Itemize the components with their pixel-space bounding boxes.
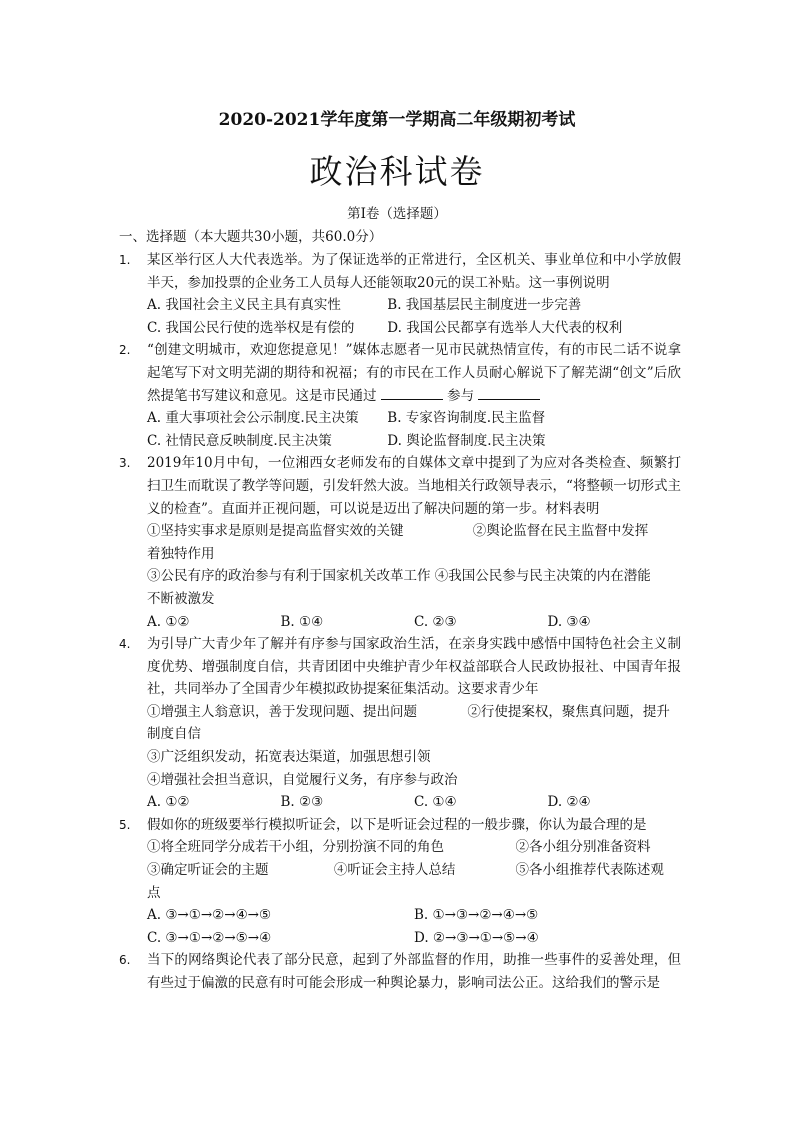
statement-1: ①将全班同学分成若干小组，分别扮演不同的角色 <box>147 839 444 856</box>
question-number: 6. <box>119 953 131 968</box>
statement-5: ⑤各小组推荐代表陈述观 <box>515 862 664 879</box>
subject-title: 政治科试卷 <box>309 152 485 191</box>
option-a: A. 我国社会主义民主具有真实性 <box>147 297 341 314</box>
statement-2: ②舆论监督在民主监督中发挥 <box>472 523 649 540</box>
option-b: B. 我国基层民主制度进一步完善 <box>387 297 582 314</box>
statement-1: ①增强主人翁意识，善于发现问题、提出问题 <box>147 703 417 720</box>
exam-title: 2020-2021学年度第一学期高二年级期初考试 <box>218 110 576 130</box>
statement-row <box>147 520 681 543</box>
statement-2: ②各小组分别准备资料 <box>515 839 651 856</box>
question-list <box>119 249 681 995</box>
option-row <box>147 407 681 430</box>
statement-4: ④听证会主持人总结 <box>333 862 456 879</box>
question-2 <box>119 339 681 452</box>
question-6 <box>119 949 681 994</box>
question-stem: 某区举行区人大代表选举。为了保证选举的正常进行，全区机关、事业单位和中小学放假半天，参加投票的企业务工人员每人还能领取20元的误工补贴。这一事例说明 <box>147 252 681 291</box>
option-b: B. 专家咨询制度.民主监督 <box>387 410 546 427</box>
statement-row <box>147 859 681 882</box>
option-c: C. ①④ <box>414 794 457 811</box>
option-d: D. ③④ <box>547 613 591 630</box>
question-number: 4. <box>119 637 131 652</box>
option-d: D. ②→③→①→⑤→④ <box>414 929 539 946</box>
statement-row <box>147 701 681 724</box>
option-c: C. 社情民意反映制度.民主决策 <box>147 432 332 449</box>
option-b: B. ②③ <box>280 794 324 811</box>
option-d: D. 舆论监督制度.民主决策 <box>387 432 546 449</box>
option-row <box>147 430 681 453</box>
option-a: A. ①② <box>147 613 190 630</box>
option-row <box>147 317 681 340</box>
answer-blank <box>381 385 443 400</box>
question-4 <box>119 633 681 814</box>
option-row <box>147 927 681 950</box>
question-stem: 2019年10月中旬，一位湘西女老师发布的自媒体文章中提到了为应对各类检查、频繁打扫卫生而耽误了教学等问题，引发轩然大波。当地相关行政领导表示，“将整顿一切形式主义的检查”。直面并正视问题，可以说是迈出了解决问题的第一步。材料表明 <box>147 455 681 517</box>
statement-continued: 着独特作用 <box>147 545 215 562</box>
question-number: 3. <box>119 456 131 471</box>
option-a: A. ③→①→②→④→⑤ <box>147 907 272 924</box>
question-number: 1. <box>119 253 131 267</box>
option-c: C. ③→①→②→⑤→④ <box>147 929 272 946</box>
statement-3: ③广泛组织发动，拓宽表达渠道，加强思想引领 <box>147 749 431 766</box>
question-3 <box>119 452 681 633</box>
question-number: 2. <box>119 343 131 358</box>
statement-continued: 不断被激发 <box>147 590 215 607</box>
option-c: C. ②③ <box>414 613 457 630</box>
option-row <box>147 294 681 317</box>
statement-2: ②行使提案权，聚焦真问题，提升 <box>467 703 670 720</box>
option-row <box>147 791 681 814</box>
statement-3-4: ③公民有序的政治参与有利于国家机关改革工作 ④我国公民参与民主决策的内在潜能 <box>147 568 651 585</box>
question-stem: 为引导广大青少年了解并有序参与国家政治生活，在亲身实践中感悟中国特色社会主义制度优势、增强制度自信，共青团团中央维护青少年权益部联合人民政协报社、中国青年报社，共同举办了全国青少年模拟政协提案征集活动。这要求青少年 <box>147 636 681 698</box>
option-a: A. ①② <box>147 794 190 811</box>
question-stem: 当下的网络舆论代表了部分民意，起到了外部监督的作用，助推一些事件的妥善处理，但有些过于偏激的民意有时可能会形成一种舆论暴力，影响司法公正。这给我们的警示是 <box>147 952 681 991</box>
option-d: D. ②④ <box>547 794 591 811</box>
question-number: 5. <box>119 817 131 832</box>
statement-4: ④增强社会担当意识，自觉履行义务，有序参与政治 <box>147 771 458 788</box>
statement-row <box>147 836 681 859</box>
statement-continued: 点 <box>147 884 161 901</box>
answer-blank <box>478 385 540 400</box>
statement-3: ③确定听证会的主题 <box>147 862 269 879</box>
option-row <box>147 611 681 634</box>
option-a: A. 重大事项社会公示制度.民主决策 <box>147 410 359 427</box>
statement-continued: 制度自信 <box>147 726 201 743</box>
question-stem: “创建文明城市，欢迎您提意见！”媒体志愿者一见市民就热情宣传，有的市民二话不说拿起笔写下对文明芜湖的期待和祝福；有的市民在工作人员耐心解说下了解芜湖“创文”后欣然提笔书写建议和意见。这是市民通过 参与 <box>147 342 681 404</box>
option-b: B. ①→③→②→④→⑤ <box>414 907 539 924</box>
section-heading: 一、选择题（本大题共30小题，共60.0分） <box>119 229 383 245</box>
option-row <box>147 904 681 927</box>
option-d: D. 我国公民都享有选举人大代表的权利 <box>387 319 623 336</box>
question-5 <box>119 814 681 950</box>
volume-heading: 第Ⅰ卷（选择题） <box>347 206 447 222</box>
question-1 <box>119 249 681 339</box>
option-b: B. ①④ <box>280 613 324 630</box>
statement-1: ①坚持实事求是原则是提高监督实效的关键 <box>147 523 404 540</box>
question-stem: 假如你的班级要举行模拟听证会，以下是听证会过程的一般步骤，你认为最合理的是 <box>147 816 647 833</box>
option-c: C. 我国公民行使的选举权是有偿的 <box>147 319 355 336</box>
